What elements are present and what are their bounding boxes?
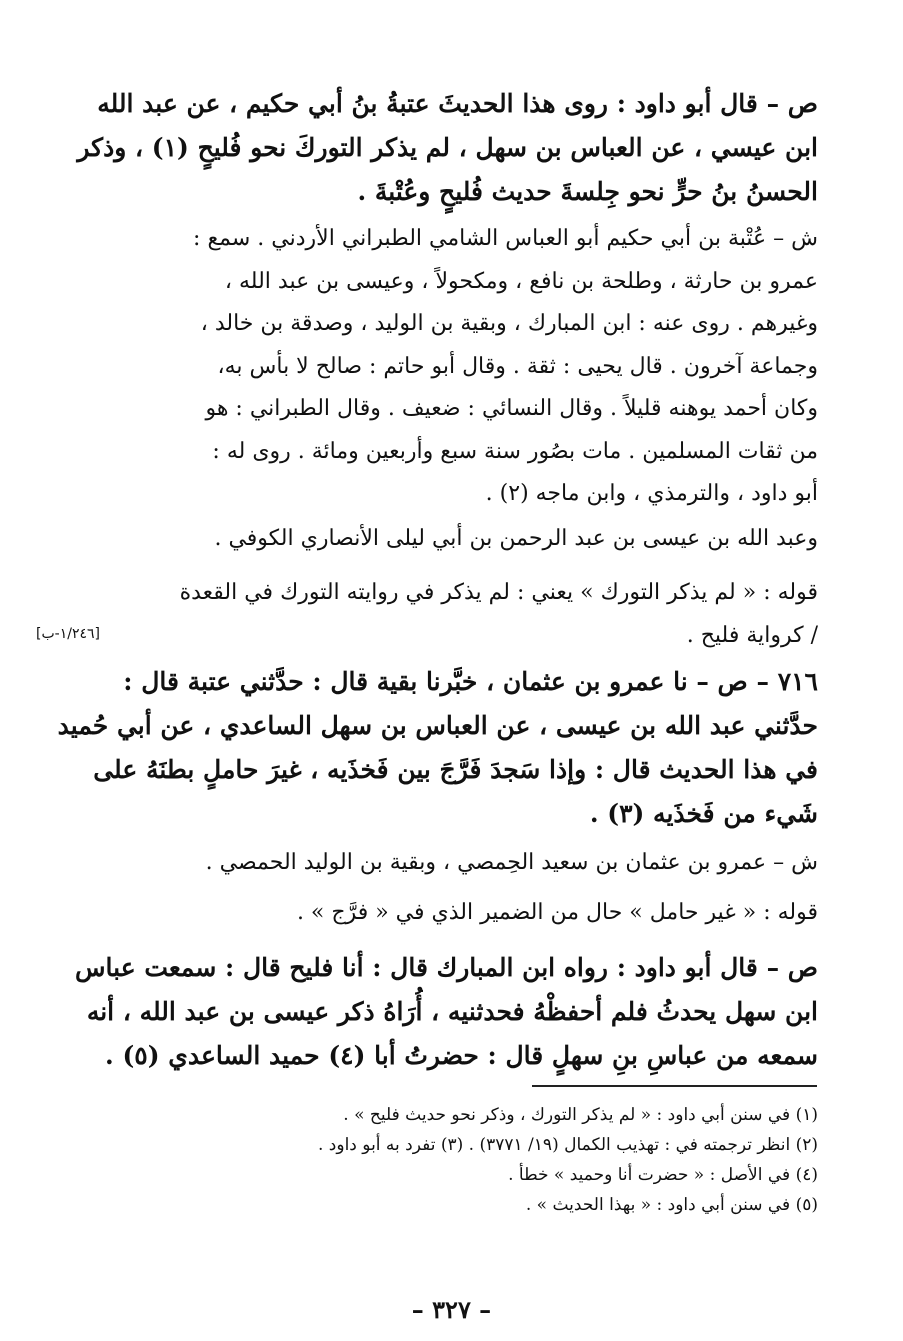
text-line: وكان أحمد يوهنه قليلاً . وقال النسائي : ضعيف . وقال الطبراني : هو [205, 396, 818, 421]
text-line: عمرو بن حارثة ، وطلحة بن نافع ، ومكحولاً ، وعيسى بن عبد الله ، [224, 268, 818, 294]
text-line: شَيء من فَخذَيه (٣) . [589, 799, 818, 828]
text-line: أبو داود ، والترمذي ، وابن ماجه (٢) . [485, 481, 818, 506]
footnote: (٥) في سنن أبي داود : « بهذا الحديث » . [525, 1195, 818, 1215]
footnote: (٢) انظر ترجمته في : تهذيب الكمال (١٩/ ٣٧٧١) . (٣) تفرد به أبو داود . [318, 1135, 818, 1155]
text-line: وجماعة آخرون . قال يحيى : ثقة . وقال أبو حاتم : صالح لا بأس به، [217, 353, 818, 379]
text-line: ص – قال أبو داود : رواه ابن المبارك قال : أنا فليح قال : سمعت عباس [75, 953, 818, 982]
text-block-narrator-bio [128, 218, 818, 516]
text-line: ص – قال أبو داود : روى هذا الحديثَ عتبةُ بنُ أبي حكيم ، عن عبد الله [97, 89, 818, 118]
text-line: ابن سهل يحدثُ فلم أحفظْهُ فحدثنيه ، أُرَاهُ ذكر عيسى بن عبد الله ، أنه [86, 997, 818, 1026]
footnote-divider [532, 1085, 817, 1087]
text-line: وغيرهم . روى عنه : ابن المبارك ، وبقية بن الوليد ، وصدقة بن خالد ، [200, 311, 818, 336]
manuscript-folio-note: [١/٢٤٦-ب] [36, 626, 100, 642]
text-line: / كرواية فليح . [686, 622, 818, 648]
text-block-abu-dawud [75, 946, 818, 1078]
text-line: وعبد الله بن عيسى بن عبد الرحمن بن أبي ليلى الأنصاري الكوفي . [214, 526, 818, 551]
text-block-hadith-note [77, 82, 818, 214]
page-number: – ٣٢٧ – [411, 1295, 492, 1324]
text-line: سمعه من عباسِ بنِ سهلٍ قال : حضرتُ أبا (٤) حميد الساعدي (٥) . [105, 1041, 818, 1070]
footnote: (٤) في الأصل : « حضرت أنا وحميد » خطأ . [508, 1165, 818, 1185]
text-line: من ثقات المسلمين . مات بصُور سنة سبع وأربعين ومائة . روى له : [212, 438, 818, 464]
text-line: الحسنُ بنُ حرٍّ نحو جِلسةَ حديث فُليحٍ وعُتْبةَ . [357, 177, 818, 206]
text-line: قوله : « غير حامل » حال من الضمير الذي في « فرَّج » . [296, 900, 818, 925]
text-line: ش – عمرو بن عثمان بن سعيد الحِمصي ، وبقية بن الوليد الحمصي . [205, 850, 818, 875]
text-block-qawluhu [128, 892, 818, 935]
text-block-sharh [128, 842, 818, 885]
text-line: ٧١٦ – ص – نا عمرو بن عثمان ، خبَّرنا بقية قال : حدَّثني عتبة قال : [123, 667, 818, 696]
text-line: ابن عيسي ، عن العباس بن سهل ، لم يذكر التوركَ نحو فُليحٍ (١) ، وذكر [77, 133, 818, 162]
text-block-hadith-716 [57, 660, 818, 836]
footnotes [128, 1100, 818, 1220]
text-line: ش – عُتْبة بن أبي حكيم أبو العباس الشامي الطبراني الأردني . سمع : [193, 226, 818, 251]
text-line: حدَّثني عبد الله بن عيسى ، عن العباس بن سهل الساعدي ، عن أبي حُميد [57, 711, 818, 740]
text-block-explanation [128, 572, 818, 657]
text-line: قوله : « لم يذكر التورك » يعني : لم يذكر في روايته التورك في القعدة [179, 580, 818, 605]
footnote: (١) في سنن أبي داود : « لم يذكر التورك ، وذكر نحو حديث فليح » . [343, 1105, 818, 1125]
text-block-second-narrator [128, 518, 818, 561]
text-line: في هذا الحديث قال : وإذا سَجدَ فَرَّجَ بين فَخذَيه ، غيرَ حاملٍ بطنَهُ على [93, 755, 818, 784]
